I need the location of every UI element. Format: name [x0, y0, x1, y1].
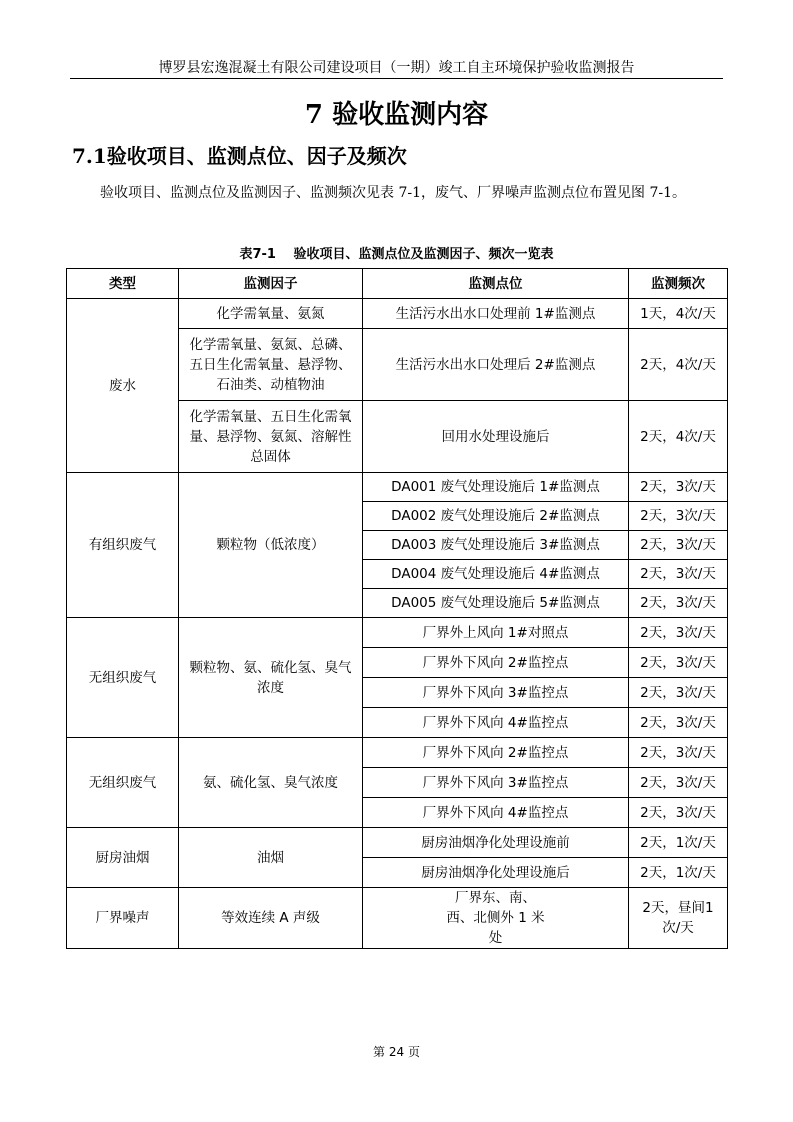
factor-cell: 等效连续 A 声级: [179, 888, 363, 949]
page-header: 博罗县宏逸混凝土有限公司建设项目（一期）竣工自主环境保护验收监测报告: [158, 60, 635, 76]
header-frequency: 监测频次: [629, 269, 728, 299]
factor-cell: 氨、硫化氢、臭气浓度: [179, 738, 363, 828]
frequency-cell: 2天，4次/天: [629, 401, 728, 473]
factor-cell: 化学需氧量、氨氮: [179, 299, 363, 329]
table-caption: 表7-1 验收项目、监测点位及监测因子、频次一览表: [239, 247, 554, 262]
frequency-cell: 2天，3次/天: [629, 738, 728, 768]
point-cell: 厨房油烟净化处理设施前: [363, 828, 629, 858]
frequency-cell: 2天，1次/天: [629, 828, 728, 858]
factor-cell: 油烟: [179, 828, 363, 888]
body-paragraph: 验收项目、监测点位及监测因子、监测频次见表 7-1，废气、厂界噪声监测点位布置见图 7-1。: [100, 185, 686, 201]
point-cell: 厂界外下风向 3#监控点: [363, 678, 629, 708]
point-cell: 厂界东、南、西、北侧外 1 米处: [363, 888, 629, 949]
point-cell: 回用水处理设施后: [363, 401, 629, 473]
table-row: [67, 828, 728, 858]
header-point: 监测点位: [363, 269, 629, 299]
type-cell: 废水: [67, 299, 179, 473]
frequency-cell: 2天，3次/天: [629, 768, 728, 798]
factor-cell: 颗粒物、氨、硫化氢、臭气浓度: [179, 618, 363, 738]
point-cell: 厂界外下风向 4#监控点: [363, 708, 629, 738]
table-row: [67, 299, 728, 329]
point-cell: 厂界外下风向 2#监控点: [363, 648, 629, 678]
chapter-title: 7 验收监测内容: [304, 100, 489, 130]
point-cell: DA004 废气处理设施后 4#监测点: [363, 560, 629, 589]
frequency-cell: 1天，4次/天: [629, 299, 728, 329]
point-cell: DA002 废气处理设施后 2#监测点: [363, 502, 629, 531]
type-cell: 有组织废气: [67, 473, 179, 618]
point-cell: 生活污水出水口处理后 2#监测点: [363, 329, 629, 401]
type-cell: 无组织废气: [67, 618, 179, 738]
table-row: [67, 473, 728, 502]
frequency-cell: 2天，3次/天: [629, 589, 728, 618]
factor-cell: 颗粒物（低浓度）: [179, 473, 363, 618]
point-cell: 厂界外上风向 1#对照点: [363, 618, 629, 648]
table-row: [67, 618, 728, 648]
frequency-cell: 2天，3次/天: [629, 678, 728, 708]
frequency-cell: 2天，3次/天: [629, 618, 728, 648]
point-cell: DA005 废气处理设施后 5#监测点: [363, 589, 629, 618]
table-header-row: [67, 269, 728, 299]
frequency-cell: 2天，3次/天: [629, 798, 728, 828]
section-title: 7.1验收项目、监测点位、因子及频次: [72, 144, 407, 168]
header-rule: [70, 78, 723, 79]
frequency-cell: 2天，3次/天: [629, 648, 728, 678]
point-cell: 厨房油烟净化处理设施后: [363, 858, 629, 888]
frequency-cell: 2天，1次/天: [629, 858, 728, 888]
point-cell: 厂界外下风向 3#监控点: [363, 768, 629, 798]
table-row: [67, 888, 728, 949]
point-cell: DA001 废气处理设施后 1#监测点: [363, 473, 629, 502]
frequency-cell: 2天，3次/天: [629, 502, 728, 531]
header-type: 类型: [67, 269, 179, 299]
point-cell: DA003 废气处理设施后 3#监测点: [363, 531, 629, 560]
type-cell: 厂界噪声: [67, 888, 179, 949]
header-factor: 监测因子: [179, 269, 363, 299]
frequency-cell: 2天，昼间1次/天: [629, 888, 728, 949]
point-cell: 生活污水出水口处理前 1#监测点: [363, 299, 629, 329]
frequency-cell: 2天，3次/天: [629, 560, 728, 589]
frequency-cell: 2天，3次/天: [629, 473, 728, 502]
table-row: [67, 738, 728, 768]
point-cell: 厂界外下风向 4#监控点: [363, 798, 629, 828]
point-cell: 厂界外下风向 2#监控点: [363, 738, 629, 768]
page-number: 第 24 页: [373, 1045, 420, 1059]
frequency-cell: 2天，3次/天: [629, 531, 728, 560]
factor-cell: 化学需氧量、氨氮、总磷、五日生化需氧量、悬浮物、石油类、动植物油: [179, 329, 363, 401]
type-cell: 无组织废气: [67, 738, 179, 828]
frequency-cell: 2天，4次/天: [629, 329, 728, 401]
type-cell: 厨房油烟: [67, 828, 179, 888]
monitoring-table: [66, 268, 728, 949]
factor-cell: 化学需氧量、五日生化需氧量、悬浮物、氨氮、溶解性总固体: [179, 401, 363, 473]
frequency-cell: 2天，3次/天: [629, 708, 728, 738]
